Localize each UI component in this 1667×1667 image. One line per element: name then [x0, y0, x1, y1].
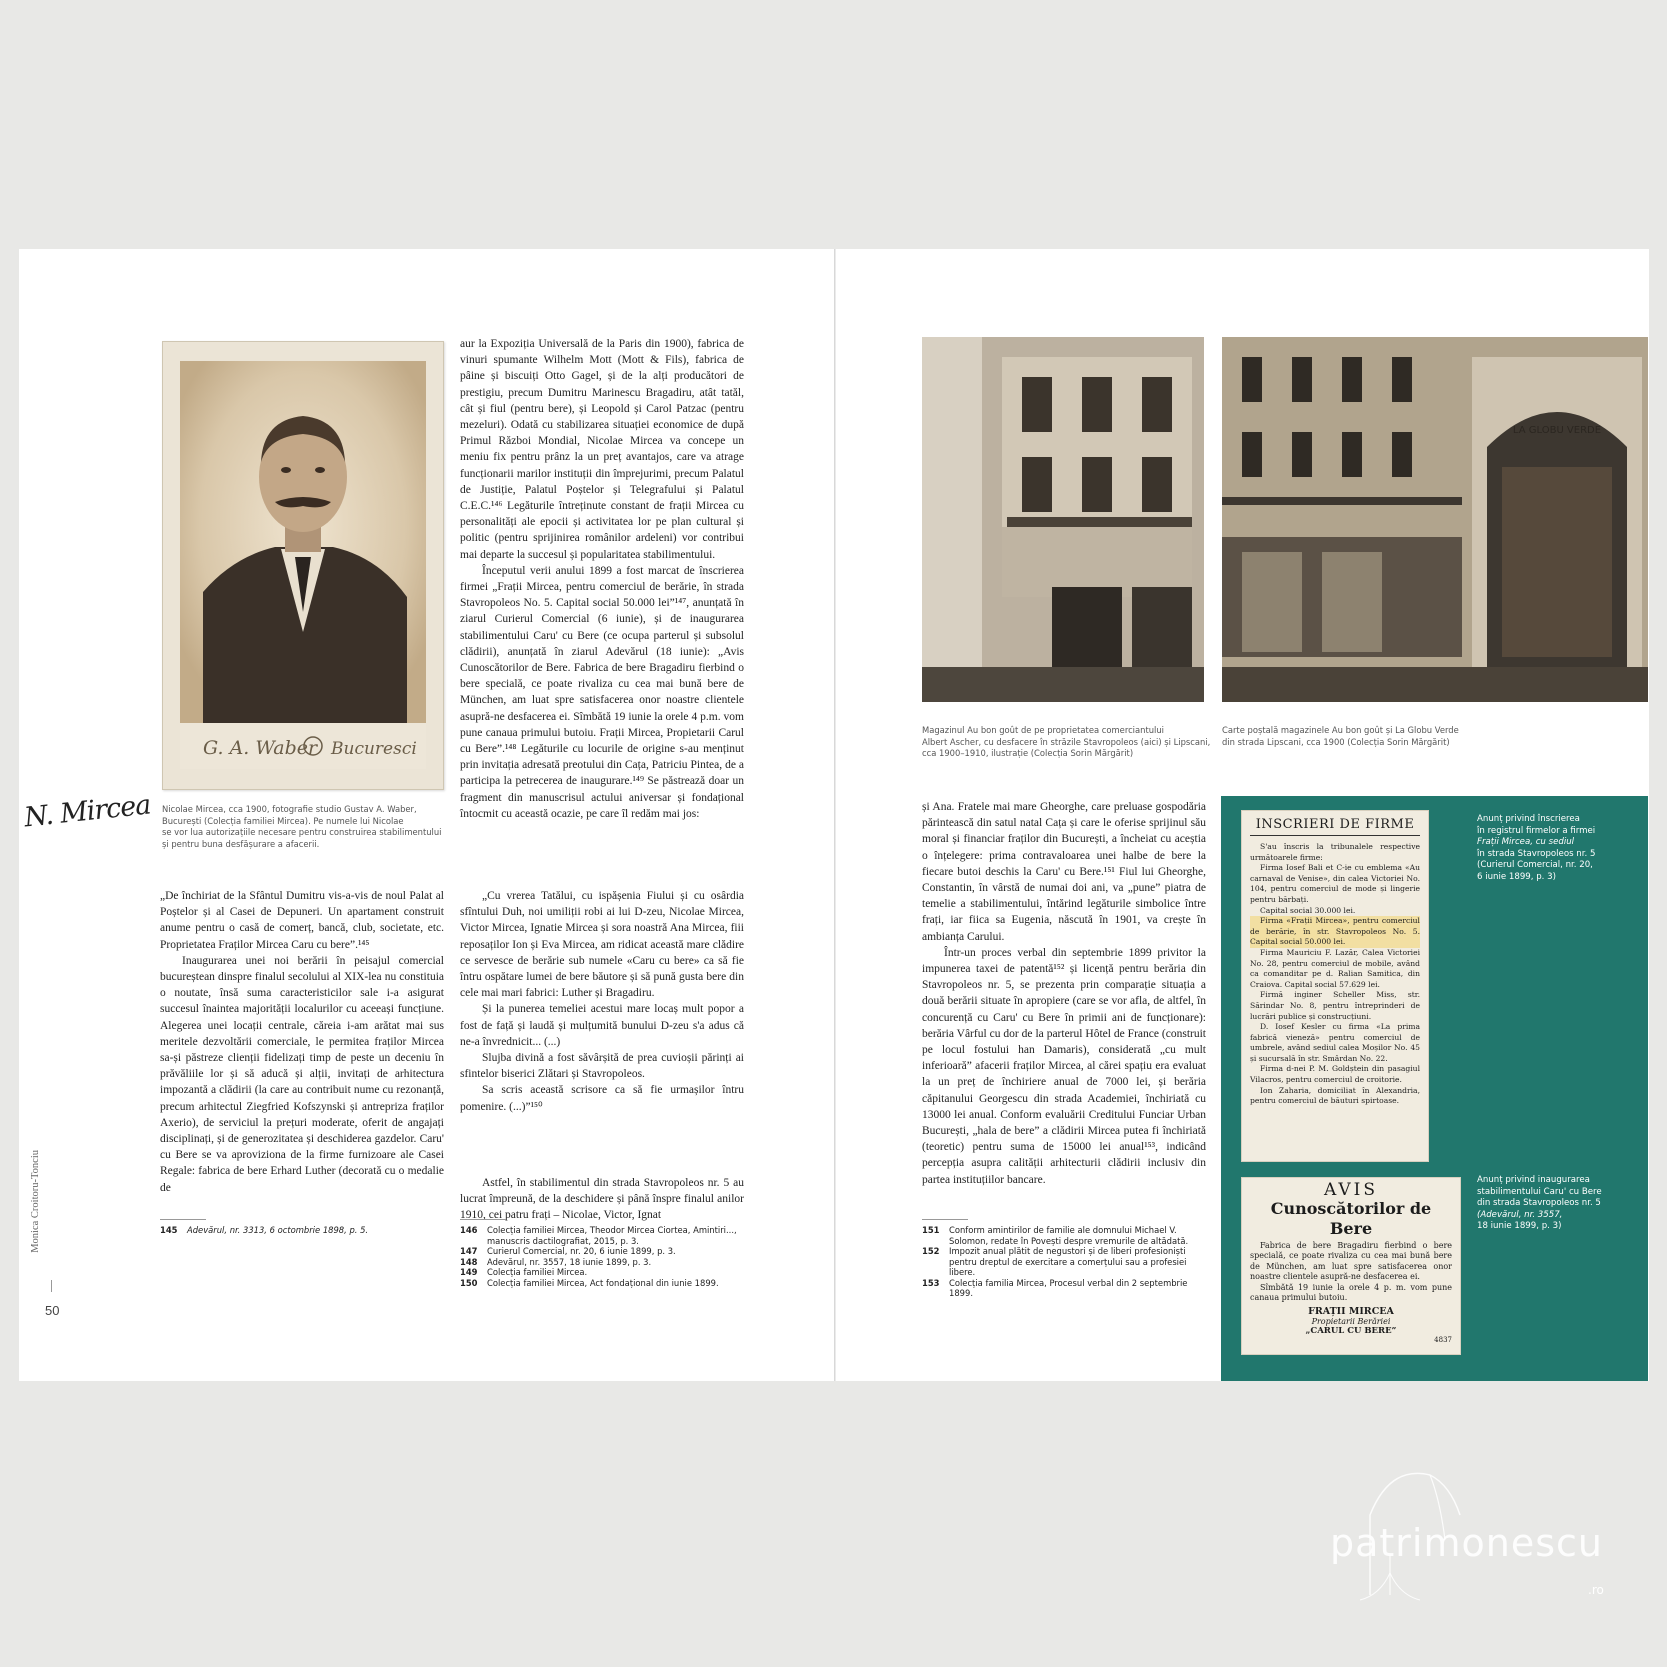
clipping-line-highlighted: Firma «Frații Mircea», pentru comerciul de berărie, în str. Stavropoleos No. 5. Capital social 50.000 lei. — [1250, 916, 1420, 947]
running-rule — [51, 1280, 52, 1292]
newspaper-clipping-avis — [1241, 1177, 1461, 1355]
caption-line: din strada Lipscani, cca 1900 (Colecția Sorin Mărgărit) — [1222, 736, 1450, 747]
paragraph: Astfel, în stabilimentul din strada Stavropoleos nr. 5 au lucrat împreună, de la deschidere și până înspre finalul anilor 1910, cei patru frați – Nicolae, Victor, Ignat — [460, 1177, 744, 1222]
shop-photo-1 — [922, 337, 1204, 702]
footnote-number: 151 — [922, 1225, 940, 1235]
clipping-line: Firma Iosef Bali et C-ie cu emblema «Au carnaval de Venise», din calea Victoriei No. 104, pentru comerciul de mode și lingerie pentru bărbați. — [1250, 863, 1420, 904]
footnote-rule — [922, 1219, 968, 1220]
footnotes-col3 — [922, 1225, 1206, 1299]
caption-line: din strada Stavropoleos nr. 5 — [1477, 1198, 1601, 1209]
portrait-caption — [162, 804, 442, 850]
clipping-subtitle: Cunoscătorilor de Bere — [1270, 1199, 1432, 1238]
book-gutter — [834, 249, 836, 1381]
footnote-text: Colecția familiei Mircea, Act fondațional din iunie 1899. — [487, 1277, 719, 1288]
caption-line: în registrul firmelor a firmei — [1477, 825, 1596, 836]
after-quote-text — [460, 1175, 744, 1224]
photo-city-text: Bucuresci — [331, 739, 417, 759]
clipping-title: INSCRIERI DE FIRME — [1250, 817, 1420, 836]
caption-line: București (Colecția familiei Mircea). Pe numele lui Nicolae — [162, 815, 404, 826]
portrait-photo — [162, 341, 444, 790]
footnote — [460, 1257, 744, 1268]
caption-line: 6 iunie 1899, p. 3) — [1477, 871, 1556, 882]
photo-studio-text: G. A. Waber — [203, 737, 318, 759]
footnote-number: 148 — [460, 1256, 478, 1267]
watermark-logo — [1330, 1455, 1650, 1605]
footnote-text: Impozit anual plătit de negustori și de liberi profesioniști pentru dreptul de exercitare a comerțului sau a profesiei libere. — [949, 1246, 1187, 1277]
shop-photo-1-image — [922, 337, 1204, 702]
shop-photo-1-caption — [922, 725, 1212, 760]
clipping-line: Capital social 30.000 lei. — [1260, 905, 1356, 915]
watermark-text: patrimonescu — [1330, 1521, 1603, 1565]
footnote-number: 153 — [922, 1277, 940, 1288]
footnote — [460, 1246, 744, 1257]
caption-line: Nicolae Mircea, cca 1900, fotografie studio Gustav A. Waber, — [162, 804, 417, 814]
footnote — [460, 1267, 744, 1278]
clipping-title: AVIS — [1323, 1180, 1379, 1200]
shop-photo-2 — [1222, 337, 1648, 702]
portrait-image — [163, 342, 443, 789]
caption-line: Anunț privind inaugurarea — [1477, 1175, 1590, 1185]
manuscript-quote — [460, 888, 744, 1115]
clipping-firms-caption — [1477, 814, 1637, 884]
paragraph: Într-un proces verbal din septembrie 1899 privitor la impunerea taxei de patentă¹⁵² și licență pentru berăria din Stavropoleos nr. 5, se prezenta prin comparație situația a două berării situate în apropiere (care se vor afla, de altfel, în concurență cu Caru' cu Bere în primii ani de funcționare): berăria Vârful cu dor de la parterul Hôtel de France (construit pe locul fostului han Damaris), considerată „cu mult inferioară” afacerii fraților Mircea, al cărei spațiu era evaluat la un preț de închiriere anual de 7000 lei, și berăria căpitanului Georgescu din strada Academiei, închiriată cu 13000 lei anual. Conform evaluării Creditului Funciar Urban București, „hala de bere” a clădirii Mircea putea fi închiriată (teoretic) pentru suma de 15000 lei anual¹⁵³, indicând percepția asupra calității arhitecturii clădirii inclusiv din partea instituțiilor bancare. — [922, 946, 1206, 1186]
clipping-signature-name: „CARUL CU BERE” — [1305, 1326, 1397, 1337]
running-author-text: Monica Croitoru-Tonciu — [30, 1150, 41, 1253]
footnote — [160, 1225, 444, 1236]
clipping-line: Fabrica de bere Bragadiru fierbind o bere specială, ce poate rivaliza cu cea mai bună bere de München, am luat spre satisfacerea onor noastre clientele asupră-ne desfacerea ei. — [1250, 1241, 1452, 1282]
left-column-1 — [160, 888, 444, 1196]
footnotes-col2 — [460, 1225, 744, 1288]
paragraph: Începutul verii anului 1899 a fost marcat de înscrierea firmei „Frații Mircea, pentru comerciul de berărie, în strada Stavropoleos No. 5. Capital social 50.000 lei”¹⁴⁷, anunțată în ziarul Curierul Comercial (6 iunie), și de inaugurarea stabilimentului Caru' cu Bere (ce ocupa parterul și subsolul clădirii), anunțată în ziarul Adevărul (18 iunie): „Avis Cunoscătorilor de Bere. Fabrica de bere Bragadiru fierbind o bere specială, ce poate rivaliza cu cea mai bună bere de München, am luat spre satisfacerea onor noastre clientele asupră-ne desfacerea ei. Sîmbătă 19 iunie la orele 4 p.m. vom pune canaua primului butoiu. Frații Mircea, Propietarii Carul cu Bere”.¹⁴⁸ Legăturile cu locurile de origine s-au menținut prin invitația adresată preotului din Cața, Patriciu Pintea, de a participa la petrecerea de inaugurare.¹⁴⁹ Se păstrează doar un fragment din manuscrisul actului aniversar și fondațional întocmit cu această ocazie, pe care îl redăm mai jos: — [460, 564, 744, 820]
footnotes-col1 — [160, 1225, 444, 1236]
footnote — [460, 1278, 744, 1289]
footnote — [922, 1225, 1206, 1246]
shop-photo-2-caption — [1222, 725, 1522, 748]
footnote-number: 146 — [460, 1225, 478, 1235]
clipping-line: Firmă inginer Scheller Miss, str. Sărindar No. 8, pentru întreprinderi de lucrări publice și construcțiuni. — [1250, 990, 1420, 1021]
caption-line: în strada Stavropoleos nr. 5 — [1477, 848, 1596, 859]
caption-line: Anunț privind înscrierea — [1477, 814, 1580, 824]
page-number: 50 — [45, 1303, 60, 1318]
caption-line: cca 1900–1910, ilustrație (Colecția Sorin Mărgărit) — [922, 748, 1134, 758]
watermark-suffix: .ro — [1588, 1583, 1604, 1597]
caption-line: și pentru buna desfășurare a afacerii. — [162, 838, 320, 849]
shop-sign: LA GLOBU VERDE — [1512, 425, 1602, 436]
footnote-number: 147 — [460, 1246, 478, 1256]
paragraph: și Ana. Fratele mai mare Gheorghe, care preluase gospodăria părintească din satul natal Cața și care le oferise sprijinul său moral și financiar fraților din București, a încheiat cu aceștia o înțelegere: prima contravaloarea unei halbe de bere la fiecare butoi deschis la Caru' cu Bere.¹⁵¹ Fiul lui Gheorghe, Constantin, în vârstă de numai doi ani, va „pune” piatra de temelie a stabilimentului, întărind legăturile simbolice între frați, iar fiica sa Eugenia, născută în 1901, va crește în ambianța Carului. — [922, 801, 1206, 943]
footnote-text: Adevărul, nr. 3313, 6 octombrie 1898, p. 5. — [187, 1225, 369, 1235]
footnote-text: Conform amintirilor de familie ale domnului Michael V. Solomon, redate în Povești despre vremurile de altădată. — [949, 1225, 1189, 1246]
footnote-number: 149 — [460, 1267, 478, 1277]
paragraph: Inaugurarea unei noi berării în peisajul comercial bucureștean dinspre finalul secolului al XIX-lea nu constituia o noutate, însă suma caracteristicilor sale i-a asigurat succesul înaintea majorității localurilor cu aceeași funcțiune. Alegerea unei locații centrale, căreia i-am arătat mai sus meritele dezvoltării comerciale, le permitea fraților Mircea sa-și păstreze clienții fidelizați timp de peste un deceniu în prăvăliile lor și să aducă și alții, invitați de arhitectura impozantă a clădirii (la care au contribuit nume cu rezonanță, precum arhitectul Ziegfried Kofszynski și antrepriza fraților Axerio), de serviciul la prețuri moderate, oferit de angajați disciplinați, și de generozitatea și deschiderea gazdelor. Caru' cu Bere se va aproviziona de la firme furnizoare ale Casei Regale: fabrica de bere Erhard Luther (decorată cu o medalie de — [160, 954, 444, 1194]
left-column-2 — [460, 336, 744, 822]
footnote-rule — [160, 1219, 206, 1220]
clipping-line: Firma Mauriciu F. Lazăr, Calea Victoriei No. 28, pentru comerciul de mobile, având ca comanditar pe d. Ralian Samitica, din Craiova. Capital social 57.629 lei. — [1250, 947, 1420, 989]
quote-paragraph: Sa scris această scrisore ca să fie urmașilor întru pomenire. (...)”¹⁵⁰ — [460, 1084, 744, 1113]
quote-paragraph: Slujba divină a fost săvârșită de prea cuvioșii părinți ai sfintelor biserici Zlătari și Stavropoleos. — [460, 1052, 744, 1081]
shop-photo-2-image — [1222, 337, 1648, 702]
footnote — [922, 1278, 1206, 1299]
caption-line: (Curierul Comercial, nr. 20, — [1477, 860, 1593, 871]
newspaper-clipping-firms — [1241, 810, 1429, 1162]
footnote-number: 145 — [160, 1225, 178, 1235]
signature-text: N. Mircea — [22, 789, 152, 834]
caption-line: stabilimentului Caru' cu Bere — [1477, 1186, 1602, 1197]
footnote-number: 152 — [922, 1246, 940, 1256]
clipping-line: Firma d-nei P. M. Goldștein din pasagiul Vilacros, pentru comerciul de croitorie. — [1250, 1064, 1420, 1085]
paragraph: aur la Expoziția Universală de la Paris din 1900), fabrica de vinuri spumante Wilhelm Mott (Mott & Fils), fabrica de pâine și biscuiți Otto Gagel, și de la alți producători de prestigiu, precum Dumitru Marinescu Bragadiru, atât tatăl, cât și fiul (pentru bere), și Leopold și Carol Patzac (pentru mezeluri). Odată cu stabilizarea situației economice de după Primul Război Mondial, Nicolae Mircea va concepe un meniu fix pentru prânz la un preț avantajos, care va atrage funcționarii marilor instituții din împrejurimi, precum Palatul de Justiție, Palatul Poștelor și Telegrafului și Palatul C.E.C.¹⁴⁶ Legăturile întreținute constant de frații Mircea cu personalități ale epocii și activitatea lor pe plan cultural și politic (pentru sprijinirea românilor ardeleni) vor contribui mai departe la succesul și popularitatea stabilimentului. — [460, 338, 744, 561]
caption-line: Carte poștală magazinele Au bon goût și La Globu Verde — [1222, 725, 1459, 735]
clipping-signature-sub: Propietarii Berăriei — [1311, 1317, 1391, 1327]
clipping-line: Ion Zaharia, domiciliat în Alexandria, pentru comerciul de băuturi spirtoase. — [1250, 1085, 1420, 1106]
footnote-text: Curierul Comercial, nr. 20, 6 iunie 1899, p. 3. — [487, 1246, 676, 1256]
caption-line: se vor lua autorizațiile necesare pentru construirea stabilimentului — [162, 827, 442, 837]
quote-paragraph: „Cu vrerea Tatălui, cu ispășenia Fiului și cu osârdia sfîntului Duh, noi umiliții robi ai lui D-zeu, Nicolae Mircea, Victor Mircea, Ignatie Mircea și sora noastră Ana Mircea, fiii reposaților Ion și Eva Mircea, am ridicat această mare clădire ce servesce de berărie sub numele «Caru cu bere» ca să fie întru ospătare lumei de bere băutore și să pună gusta bere din cele mai mari fabrici: Luther și Bragadiru. — [460, 890, 744, 1000]
right-column-1 — [922, 799, 1206, 1188]
footnote-text: Adevărul, nr. 3557, 18 iunie 1899, p. 3. — [487, 1256, 652, 1267]
caption-line: Frații Mircea, cu sediul — [1477, 837, 1575, 848]
caption-line: (Adevărul, nr. 3557, — [1477, 1209, 1563, 1220]
quote-paragraph: Și la punerea temeliei acestui mare locaș mult popor a fost de față și laudă și mulțumită bunului D-zeu s'a adus că ne-a învrednicit... (...) — [460, 1003, 744, 1048]
footnote — [922, 1246, 1206, 1278]
footnote-rule — [460, 1219, 506, 1220]
footnote — [460, 1225, 744, 1246]
clipping-line: Sîmbătă 19 iunie la orele 4 p. m. vom pune canaua primului butoiu. — [1250, 1282, 1452, 1303]
caption-line: Magazinul Au bon goût de pe proprietatea comerciantului — [922, 725, 1165, 735]
clipping-number: 4837 — [1434, 1336, 1452, 1345]
clipping-avis-caption — [1477, 1175, 1637, 1233]
signature — [22, 789, 154, 846]
footnote-text: Colecția familiei Mircea, Theodor Mircea Ciortea, Amintiri..., manuscris dactilografiat, 2015, p. 3. — [487, 1225, 737, 1246]
running-author — [30, 1150, 44, 1300]
footnote-text: Colecția familia Mircea, Procesul verbal din 2 septembrie 1899. — [949, 1277, 1188, 1298]
footnote-text: Colecția familiei Mircea. — [487, 1267, 588, 1277]
paragraph: „De închiriat de la Sfântul Dumitru vis-a-vis de noul Palat al Poștelor și al Casei de Depuneri. Un apartament construit anume pentru o casă de comerț, bancă, club, societate, etc. Proprietatea Fraților Mircea Caru cu bere”.¹⁴⁵ — [160, 890, 444, 951]
clipping-signature: FRAȚII MIRCEA — [1308, 1306, 1394, 1318]
clipping-line: S'au înscris la tribunalele respective următoarele firme: — [1250, 842, 1420, 862]
clipping-line: D. Iosef Kesler cu firma «La prima fabrică vieneză» pentru comerciul de umbrele, având sediul calea Moșilor No. 45 și sucursală în str. Smârdan No. 22. — [1250, 1022, 1420, 1063]
caption-line: 18 iunie 1899, p. 3) — [1477, 1221, 1562, 1232]
footnote-number: 150 — [460, 1277, 478, 1288]
caption-line: Albert Ascher, cu desfacere în străzile Stavropoleos (aici) și Lipscani, — [922, 736, 1211, 747]
